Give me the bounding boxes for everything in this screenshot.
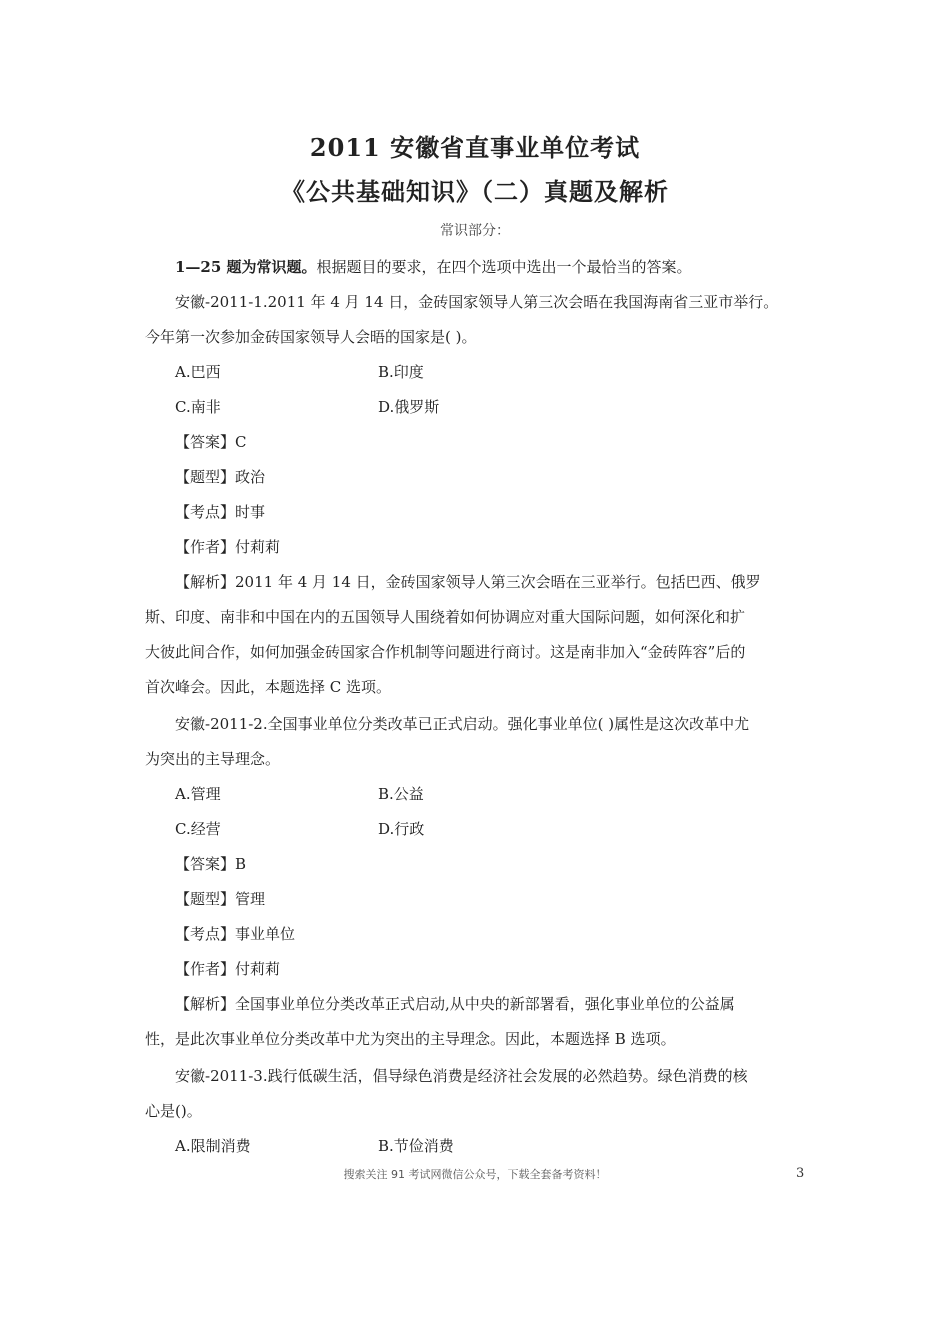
question-2-stem-line1: 安徽-2011-2.全国事业单位分类改革已正式启动。强化事业单位( )属性是这次改革中尤 — [175, 715, 750, 733]
question-3-stem-line2: 心是()。 — [145, 1102, 202, 1120]
question-2-option-a: A.管理 — [175, 785, 221, 803]
question-2-option-d: D.行政 — [378, 820, 425, 838]
document-subtitle: 《公共基础知识》（二）真题及解析 — [281, 177, 669, 206]
page-footer: 搜索关注 91 考试网微信公众号，下载全套备考资料！ — [343, 1168, 607, 1181]
intro-paragraph — [175, 257, 692, 277]
question-1-option-a: A.巴西 — [175, 363, 221, 381]
intro-bold: 1—25 题为常识题。 — [175, 258, 317, 276]
question-1-option-c: C.南非 — [175, 398, 221, 416]
question-1-point: 【考点】时事 — [175, 503, 266, 521]
question-3-stem-line1: 安徽-2011-3.践行低碳生活，倡导绿色消费是经济社会发展的必然趋势。绿色消费的核 — [175, 1067, 748, 1085]
question-1-stem-line2: 今年第一次参加金砖国家领导人会晤的国家是( )。 — [145, 328, 477, 346]
question-2-analysis-line1: 【解析】全国事业单位分类改革正式启动,从中央的新部署看，强化事业单位的公益属 — [175, 995, 735, 1013]
question-1-analysis-line1: 【解析】2011 年 4 月 14 日，金砖国家领导人第三次会晤在三亚举行。包括巴西、俄罗 — [175, 573, 761, 591]
question-1-answer: 【答案】C — [175, 433, 247, 451]
question-2-analysis-line2: 性，是此次事业单位分类改革中尤为突出的主导理念。因此，本题选择 B 选项。 — [145, 1030, 676, 1048]
question-2-point: 【考点】事业单位 — [175, 925, 296, 943]
intro-text: 根据题目的要求，在四个选项中选出一个最恰当的答案。 — [316, 258, 692, 276]
question-1-option-b: B.印度 — [378, 363, 424, 381]
question-1-analysis-line4: 首次峰会。因此，本题选择 C 选项。 — [145, 678, 392, 696]
question-2-stem-line2: 为突出的主导理念。 — [145, 750, 281, 768]
section-heading: 常识部分： — [440, 223, 510, 239]
document-title: 2011 安徽省直事业单位考试 — [309, 133, 641, 162]
question-2-answer: 【答案】B — [175, 855, 247, 873]
page-number: 3 — [796, 1166, 805, 1181]
question-2-option-c: C.经营 — [175, 820, 221, 838]
question-2-author: 【作者】付莉莉 — [175, 960, 281, 978]
question-1-option-d: D.俄罗斯 — [378, 398, 440, 416]
question-3-option-b: B.节俭消费 — [378, 1137, 454, 1155]
question-3-option-a: A.限制消费 — [175, 1137, 251, 1155]
question-1-analysis-line2: 斯、印度、南非和中国在内的五国领导人围绕着如何协调应对重大国际问题，如何深化和扩 — [145, 608, 746, 626]
question-1-stem-line1: 安徽-2011-1.2011 年 4 月 14 日，金砖国家领导人第三次会晤在我国海南省三亚市举行。 — [175, 293, 779, 311]
question-2-option-b: B.公益 — [378, 785, 424, 803]
question-2-type: 【题型】管理 — [175, 890, 266, 908]
question-1-type: 【题型】政治 — [175, 468, 266, 486]
question-1-analysis-line3: 大彼此间合作，如何加强金砖国家合作机制等问题进行商讨。这是南非加入“金砖阵容”后的 — [145, 643, 746, 661]
question-1-author: 【作者】付莉莉 — [175, 538, 281, 556]
